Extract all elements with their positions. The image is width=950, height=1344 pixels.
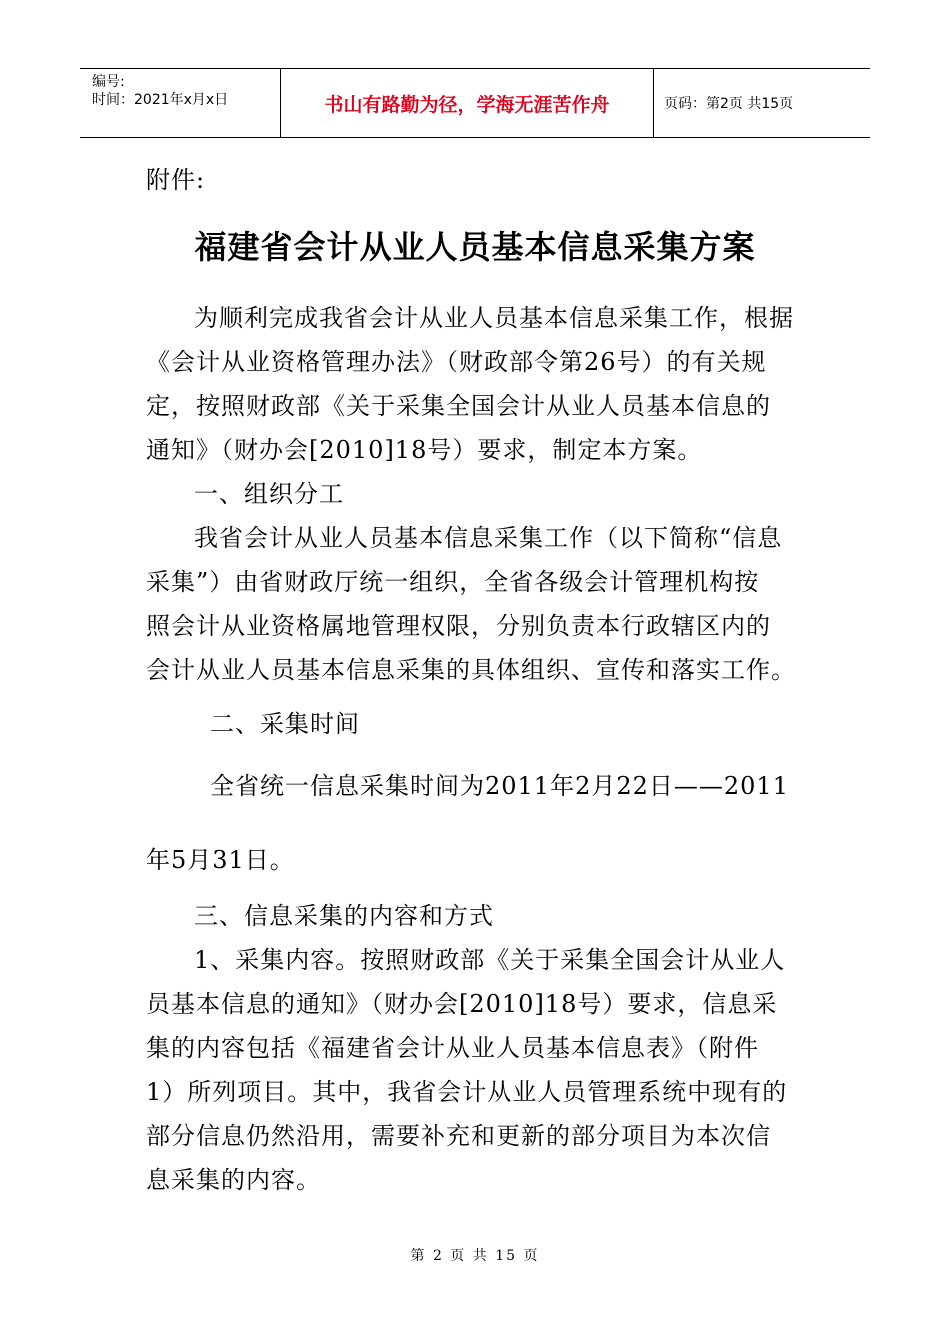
paragraph-line: 1、采集内容。按照财政部《关于采集全国会计从业人 xyxy=(194,946,786,974)
paragraph-line: 年5月31日。 xyxy=(146,846,295,874)
paragraph-line: 息采集的内容。 xyxy=(146,1166,321,1194)
paragraph-line: 集的内容包括《福建省会计从业人员基本信息表》（附件 xyxy=(146,1034,759,1062)
paragraph-line: 全省统一信息采集时间为2011年2月22日——2011 xyxy=(210,772,789,800)
section-heading: 三、信息采集的内容和方式 xyxy=(194,902,494,930)
section-heading: 一、组织分工 xyxy=(194,480,344,508)
paragraph-line: 我省会计从业人员基本信息采集工作（以下简称“信息 xyxy=(194,524,783,552)
time-label: 时间：2021年x月x日 xyxy=(92,92,229,108)
motto: 书山有路勤为径，学海无涯苦作舟 xyxy=(281,69,654,137)
section-heading: 二、采集时间 xyxy=(210,710,360,738)
number-label: 编号: xyxy=(92,74,125,90)
paragraph-line: 员基本信息的通知》（财办会[2010]18号）要求，信息采 xyxy=(146,990,778,1018)
paragraph-line: 定，按照财政部《关于采集全国会计从业人员基本信息的 xyxy=(146,392,771,420)
paragraph-line: 采集”）由省财政厅统一组织，全省各级会计管理机构按 xyxy=(146,568,760,596)
paragraph-line: 为顺利完成我省会计从业人员基本信息采集工作，根据 xyxy=(194,304,794,332)
page-header xyxy=(80,68,870,138)
page-info: 页码：第2页 共15页 xyxy=(664,96,794,112)
paragraph-line: 1）所列项目。其中，我省会计从业人员管理系统中现有的 xyxy=(146,1078,788,1106)
paragraph-line: 会计从业人员基本信息采集的具体组织、宣传和落实工作。 xyxy=(146,656,796,684)
paragraph-line: 部分信息仍然沿用，需要补充和更新的部分项目为本次信 xyxy=(146,1122,771,1150)
paragraph-line: 照会计从业资格属地管理权限，分别负责本行政辖区内的 xyxy=(146,612,771,640)
document-title: 福建省会计从业人员基本信息采集方案 xyxy=(194,228,756,266)
header-meta xyxy=(80,69,281,137)
attachment-label: 附件: xyxy=(146,166,206,194)
paragraph-line: 《会计从业资格管理办法》（财政部令第26号）的有关规 xyxy=(146,348,767,376)
page-footer: 第 2 页 共 15 页 xyxy=(410,1248,540,1264)
paragraph-line: 通知》（财办会[2010]18号）要求，制定本方案。 xyxy=(146,436,703,464)
